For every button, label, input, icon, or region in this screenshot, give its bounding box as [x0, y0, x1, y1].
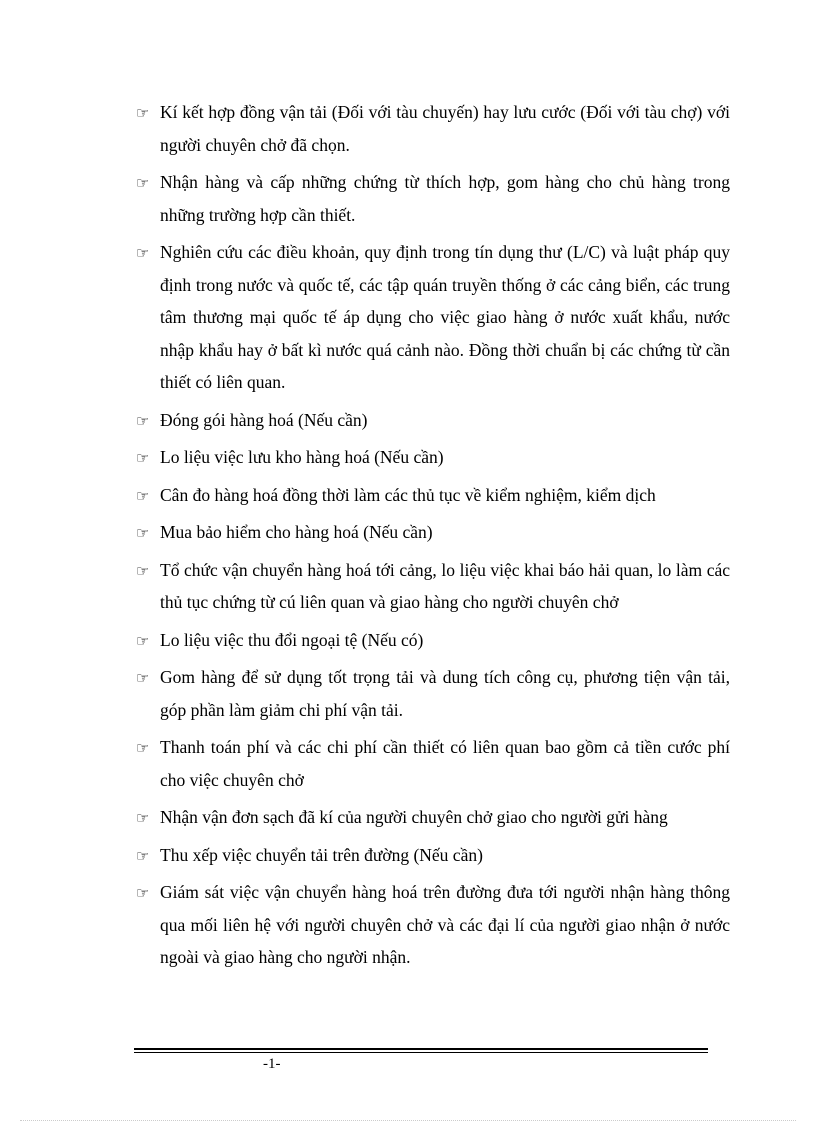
list-item — [136, 166, 730, 231]
list-item-text: Thanh toán phí và các chi phí cần thiết có liên quan bao gồm cả tiền cước phí cho việc chuyên chở — [160, 737, 730, 790]
list-item — [136, 404, 730, 437]
list-item — [136, 516, 730, 549]
list-item — [136, 731, 730, 796]
pointing-hand-icon: ☞ — [136, 884, 150, 902]
list-item-text: Nhận vận đơn sạch đã kí của người chuyên chở giao cho người gửi hàng — [160, 807, 668, 827]
list-item-text: Gom hàng để sử dụng tốt trọng tải và dung tích công cụ, phương tiện vận tải, góp phần làm giảm chi phí vận tải. — [160, 667, 730, 720]
list-item — [136, 624, 730, 657]
pointing-hand-icon: ☞ — [136, 244, 150, 262]
pointing-hand-icon: ☞ — [136, 631, 150, 650]
list-item-text: Kí kết hợp đồng vận tải (Đối với tàu chuyến) hay lưu cước (Đối với tàu chợ) với người chuyên chở đã chọn. — [160, 102, 730, 155]
list-item-text: Đóng gói hàng hoá (Nếu cần) — [160, 409, 368, 430]
pointing-hand-icon: ☞ — [136, 486, 150, 505]
bullet-list — [136, 96, 730, 979]
page-bottom-edge — [20, 1120, 796, 1121]
list-item-text: Nhận hàng và cấp những chứng từ thích hợp, gom hàng cho chủ hàng trong những trường hợp cần thiết. — [160, 172, 730, 225]
list-item — [136, 876, 730, 974]
pointing-hand-icon: ☞ — [136, 739, 150, 757]
list-item — [136, 479, 730, 512]
list-item-text: Tổ chức vận chuyển hàng hoá tới cảng, lo liệu việc khai báo hải quan, lo làm các thủ tục chứng từ cú liên quan và giao hàng cho người chuyên chở — [160, 559, 730, 612]
list-item — [136, 96, 730, 161]
list-item — [136, 236, 730, 399]
list-item-text: Mua bảo hiểm cho hàng hoá (Nếu cần) — [160, 522, 433, 542]
list-item — [136, 839, 730, 872]
list-item — [136, 441, 730, 474]
pointing-hand-icon: ☞ — [136, 411, 150, 430]
list-item-text: Lo liệu việc thu đổi ngoại tệ (Nếu có) — [160, 629, 424, 650]
pointing-hand-icon: ☞ — [136, 561, 150, 580]
pointing-hand-icon: ☞ — [136, 104, 150, 122]
list-item — [136, 801, 730, 834]
list-item — [136, 554, 730, 619]
pointing-hand-icon: ☞ — [136, 669, 150, 687]
pointing-hand-icon: ☞ — [136, 449, 150, 467]
pointing-hand-icon: ☞ — [136, 809, 150, 827]
list-item-text: Giám sát việc vận chuyển hàng hoá trên đường đưa tới người nhận hàng thông qua mối liên hệ với người chuyên chở và các đại lí của người giao nhận ở nước ngoài và giao hàng cho người nhận. — [160, 882, 730, 967]
pointing-hand-icon: ☞ — [136, 174, 150, 192]
list-item — [136, 661, 730, 726]
footer-divider — [134, 1048, 708, 1053]
pointing-hand-icon: ☞ — [136, 524, 150, 542]
pointing-hand-icon: ☞ — [136, 846, 150, 865]
page-number: -1- — [263, 1056, 281, 1072]
list-item-text: Thu xếp việc chuyển tải trên đường (Nếu cần) — [160, 844, 483, 865]
list-item-text: Lo liệu việc lưu kho hàng hoá (Nếu cần) — [160, 447, 444, 467]
list-item-text: Cân đo hàng hoá đồng thời làm các thủ tục về kiểm nghiệm, kiểm dịch — [160, 484, 656, 505]
list-item-text: Nghiên cứu các điều khoản, quy định trong tín dụng thư (L/C) và luật pháp quy định trong nước và quốc tế, các tập quán truyền thống ở các cảng biển, các trung tâm thương mại quốc tế áp dụng cho việc giao hàng ở nước xuất khẩu, nước nhập khẩu hay ở bất kì nước quá cảnh nào. Đồng thời chuẩn bị các chứng từ cần thiết có liên quan. — [160, 242, 730, 392]
